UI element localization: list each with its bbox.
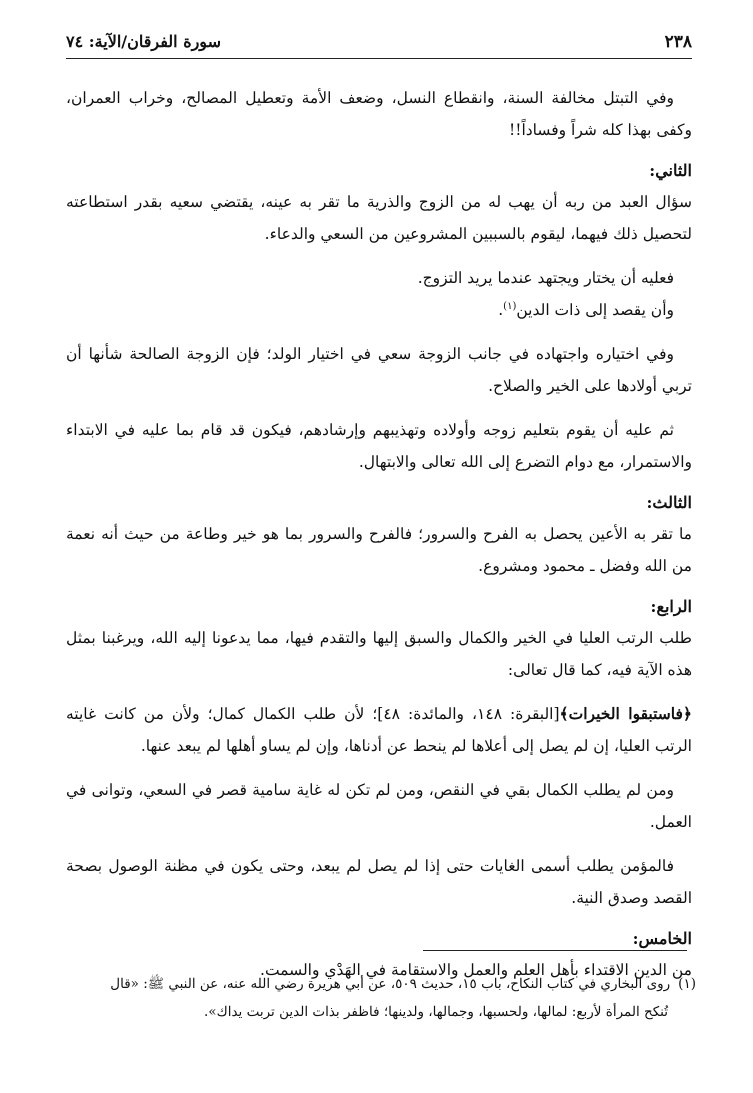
paragraph: ومن لم يطلب الكمال بقي في النقص، ومن لم تكن له غاية سامية قصر في السعي، وتوانى في العمل. — [66, 781, 692, 831]
paragraph: وفي اختياره واجتهاده في جانب الزوجة سعي في اختيار الولد؛ فإن الزوجة الصالحة شأنها أن تربي أولادها على الخير والصلاح. — [66, 345, 692, 395]
paragraph: سؤال العبد من ربه أن يهب له من الزوج والذرية ما تقر به عينه، يقتضي سعيه بقدر استطاعته لتحصيل ذلك فيهما، ليقوم بالسببين المشروعين من السعي والدعاء. — [66, 193, 692, 243]
paragraph: ما تقر به الأعين يحصل به الفرح والسرور؛ فالفرح والسرور بما هو خير وطاعة من حيث أنه نعمة من الله وفضل ـ محمود ومشروع. — [66, 525, 692, 575]
section-heading-third: الثالث: — [646, 493, 692, 512]
page-number: ٢٣٨ — [664, 32, 692, 52]
paragraph-text: وأن يقصد إلى ذات الدين — [516, 301, 674, 319]
footnote-divider — [423, 950, 687, 951]
footnote-line — [66, 970, 696, 998]
footnote-text: روى البخاري في كتاب النكاح، باب ١٥، حديث ٥٠٩، عن أبي هريرة رضي الله عنه، عن النبي ﷺ: «قال — [110, 976, 671, 992]
section-heading-fourth: الرابع: — [650, 597, 692, 616]
paragraph: ثم عليه أن يقوم بتعليم زوجه وأولاده وتهذيبهم وإرشادهم، فيكون قد قام بما عليه في الابتداء والاستمرار، مع دوام التضرع إلى الله تعالى والابتهال. — [66, 421, 692, 471]
section-heading-fifth: الخامس: — [632, 929, 692, 948]
running-title: سورة الفرقان/الآية: ٧٤ — [66, 32, 221, 51]
footnote-line: تُنكح المرأة لأربع: لمالها، ولحسبها، وجمالها، ولدينها؛ فاظفر بذات الدين تربت يداك». — [204, 1004, 668, 1020]
page-header — [66, 30, 692, 59]
paragraph — [66, 294, 692, 326]
paragraph: فالمؤمن يطلب أسمى الغايات حتى إذا لم يصل لم يبعد، وحتى يكون في مظنة الوصول بصحة القصد وصدق النية. — [66, 857, 692, 907]
footnote-reference: (١) — [503, 300, 517, 312]
section-heading-second: الثاني: — [649, 161, 692, 180]
footnote-number: (١) — [678, 976, 696, 992]
main-text — [66, 82, 692, 986]
quran-verse: ﴿فاستبقوا الخيرات﴾ — [559, 704, 692, 723]
paragraph: طلب الرتب العليا في الخير والكمال والسبق إليها والتقدم فيها، مما يدعونا إليه الله، ويرغبنا بمثل هذه الآية فيه، كما قال تعالى: — [66, 629, 692, 679]
paragraph: من الدين الاقتداء بأهل العلم والعمل والاستقامة في الهَدْي والسمت. — [260, 961, 692, 979]
paragraph-text: [البقرة: ١٤٨، والمائدة: ٤٨]؛ لأن طلب الكمال كمال؛ ولأن من كانت غايته الرتب العليا، إن لم يصل إلى أعلاها لم ينحط عن أدناها، وإن لم يساو أهلها لم يبعد عنها. — [66, 705, 692, 755]
paragraph: وفي التبتل مخالفة السنة، وانقطاع النسل، وضعف الأمة وتعطيل المصالح، وخراب العمران، وكفى بهذا كله شراً وفساداً!! — [66, 89, 692, 139]
punctuation: . — [498, 301, 504, 319]
footnote — [66, 970, 696, 1026]
paragraph — [66, 698, 692, 762]
paragraph: فعليه أن يختار ويجتهد عندما يريد التزوج. — [417, 269, 674, 287]
